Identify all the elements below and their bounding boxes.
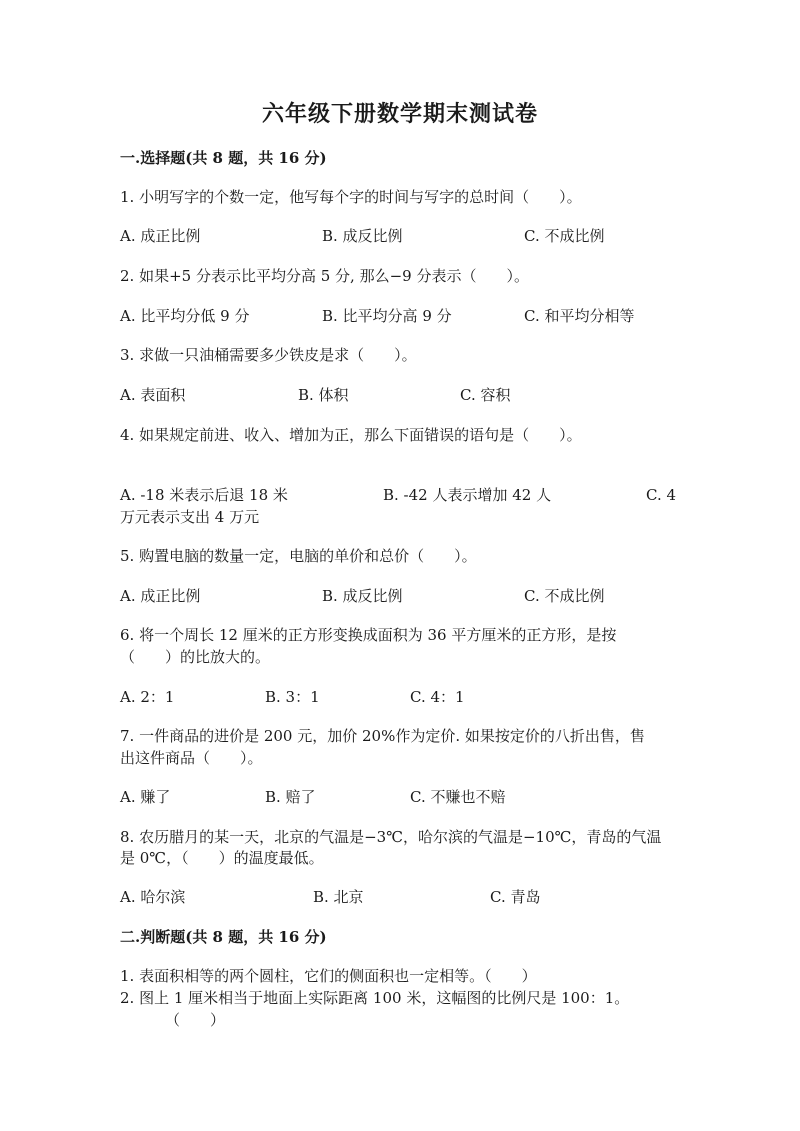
question-2-option-c[interactable]: C. 和平均分相等 bbox=[524, 307, 635, 325]
question-1-option-b[interactable]: B. 成反比例 bbox=[322, 227, 403, 245]
question-2-stem: 2. 如果+5 分表示比平均分高 5 分, 那么−9 分表示（ ）。 bbox=[120, 267, 529, 285]
question-7-option-b[interactable]: B. 赔了 bbox=[265, 788, 316, 806]
question-2-option-a[interactable]: A. 比平均分低 9 分 bbox=[120, 307, 250, 325]
question-4-option-b[interactable]: B. -42 人表示增加 42 人 bbox=[383, 486, 552, 504]
question-5-stem: 5. 购置电脑的数量一定，电脑的单价和总价（ ）。 bbox=[120, 547, 477, 565]
section-heading-judgement: 二.判断题(共 8 题，共 16 分) bbox=[120, 928, 327, 946]
question-7-stem-continued: 出这件商品（ ）。 bbox=[120, 749, 263, 767]
question-3-stem: 3. 求做一只油桶需要多少铁皮是求（ ）。 bbox=[120, 346, 417, 364]
question-6-option-c[interactable]: C. 4：1 bbox=[410, 688, 465, 706]
question-7-option-a[interactable]: A. 赚了 bbox=[120, 788, 171, 806]
section-heading-choice: 一.选择题(共 8 题，共 16 分) bbox=[120, 149, 327, 167]
page-title: 六年级下册数学期末测试卷 bbox=[261, 101, 538, 127]
question-7-option-c[interactable]: C. 不赚也不赔 bbox=[410, 788, 506, 806]
question-3-option-a[interactable]: A. 表面积 bbox=[120, 386, 186, 404]
question-8-option-b[interactable]: B. 北京 bbox=[313, 888, 364, 906]
question-6-stem-continued: （ ）的比放大的。 bbox=[120, 648, 271, 666]
question-5-option-c[interactable]: C. 不成比例 bbox=[524, 587, 605, 605]
judgement-item-2: 2. 图上 1 厘米相当于地面上实际距离 100 米，这幅图的比例尺是 100：1。 bbox=[120, 989, 630, 1007]
judgement-item-1: 1. 表面积相等的两个圆柱，它们的侧面积也一定相等。（ ） bbox=[120, 967, 537, 985]
question-5-option-b[interactable]: B. 成反比例 bbox=[322, 587, 403, 605]
question-4-option-c-continued: 万元表示支出 4 万元 bbox=[120, 508, 260, 526]
question-1-option-a[interactable]: A. 成正比例 bbox=[120, 227, 201, 245]
question-8-stem-continued: 是 0℃，（ ）的温度最低。 bbox=[120, 849, 324, 867]
question-4-option-c[interactable]: C. 4 bbox=[646, 486, 677, 504]
question-6-option-a[interactable]: A. 2：1 bbox=[120, 688, 175, 706]
question-4-stem: 4. 如果规定前进、收入、增加为正，那么下面错误的语句是（ ）。 bbox=[120, 426, 582, 444]
question-5-option-a[interactable]: A. 成正比例 bbox=[120, 587, 201, 605]
question-8-option-c[interactable]: C. 青岛 bbox=[490, 888, 541, 906]
question-1-stem: 1. 小明写字的个数一定，他写每个字的时间与写字的总时间（ ）。 bbox=[120, 188, 582, 206]
question-8-stem: 8. 农历腊月的某一天，北京的气温是−3℃，哈尔滨的气温是−10℃，青岛的气温 bbox=[120, 828, 662, 846]
question-2-option-b[interactable]: B. 比平均分高 9 分 bbox=[322, 307, 452, 325]
question-3-option-b[interactable]: B. 体积 bbox=[298, 386, 349, 404]
question-8-option-a[interactable]: A. 哈尔滨 bbox=[120, 888, 186, 906]
question-6-option-b[interactable]: B. 3：1 bbox=[265, 688, 320, 706]
question-3-option-c[interactable]: C. 容积 bbox=[460, 386, 511, 404]
judgement-item-2-answer-blank[interactable]: （ ） bbox=[165, 1011, 226, 1029]
question-7-stem: 7. 一件商品的进价是 200 元，加价 20%作为定价. 如果按定价的八折出售，售 bbox=[120, 727, 645, 745]
question-6-stem: 6. 将一个周长 12 厘米的正方形变换成面积为 36 平方厘米的正方形，是按 bbox=[120, 626, 617, 644]
question-1-option-c[interactable]: C. 不成比例 bbox=[524, 227, 605, 245]
question-4-option-a[interactable]: A. -18 米表示后退 18 米 bbox=[120, 486, 288, 504]
